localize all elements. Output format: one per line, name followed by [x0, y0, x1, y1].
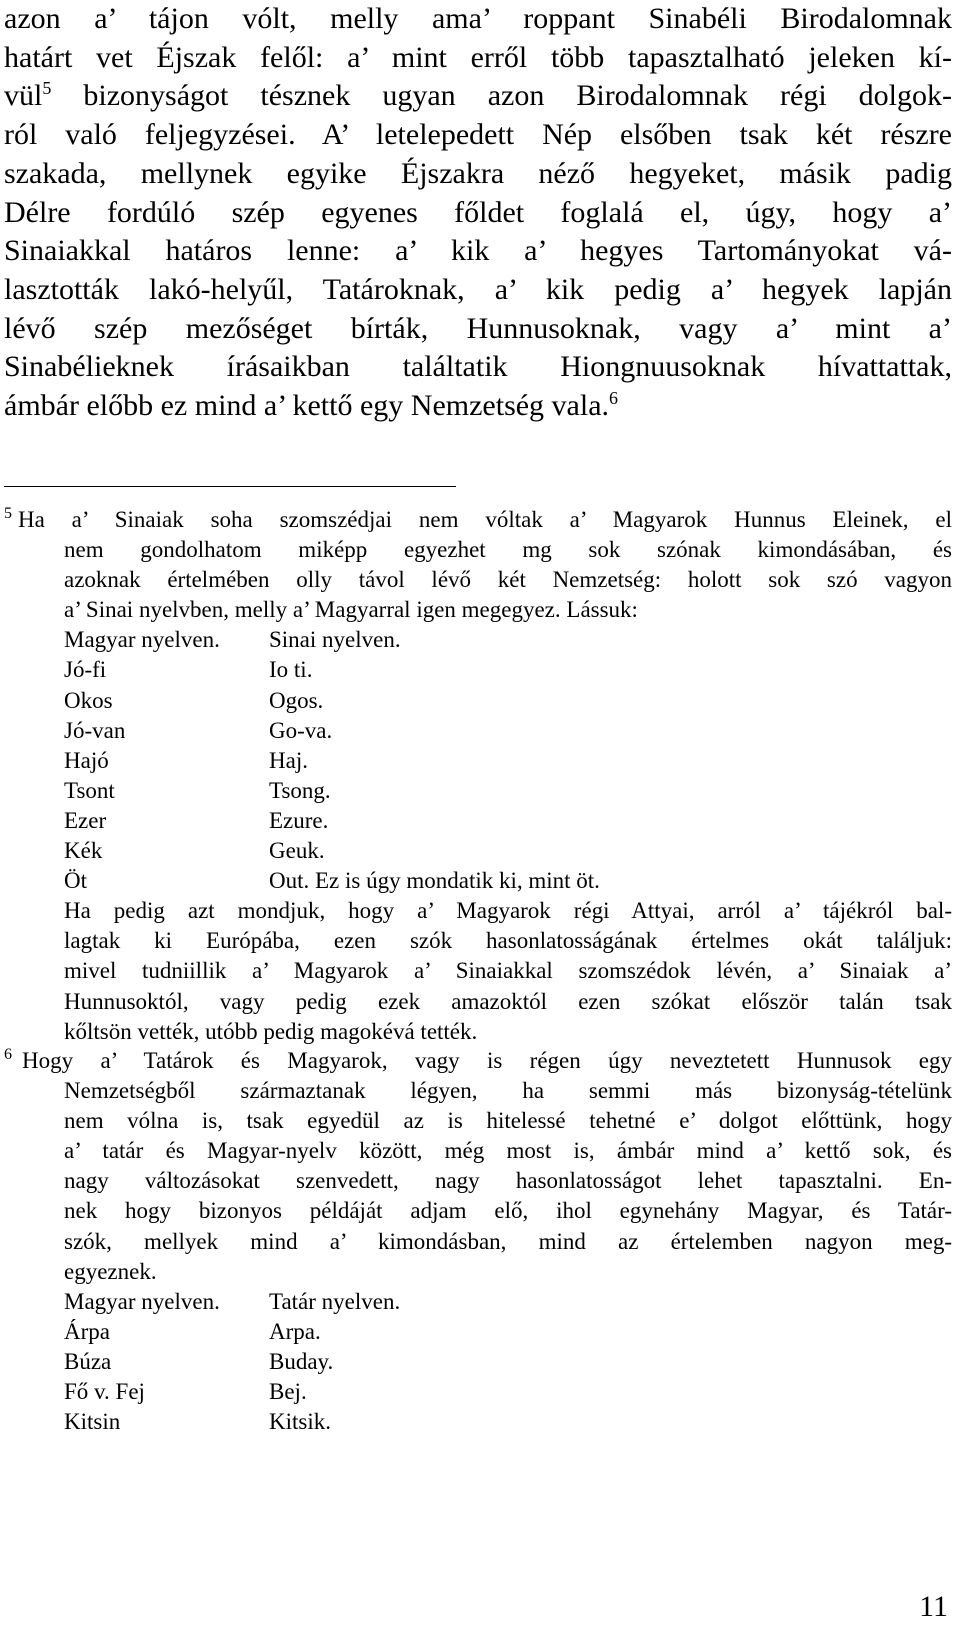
table-cell: Geuk. — [269, 838, 325, 864]
table-cell: Kitsik. — [269, 1409, 331, 1435]
table-cell: Árpa — [64, 1318, 110, 1344]
table-row — [64, 746, 952, 776]
table-cell: Hajó — [64, 747, 109, 773]
table-header-row — [64, 1287, 952, 1317]
footnote-line: nem gondolhatom miképp egyezhet mg sok szónak kimondásában, és — [64, 537, 952, 563]
table-row — [64, 1407, 952, 1437]
column-header: Magyar nyelven. — [64, 1288, 220, 1314]
text-fragment: vül — [4, 79, 43, 113]
table-cell: Okos — [64, 687, 113, 713]
table-cell: Tsong. — [269, 777, 331, 803]
footnote-line: szók, mellyek mind a’ kimondásban, mind az értelemben nagyon meg- — [64, 1228, 952, 1254]
footnote-line: mivel tudniillik a’ Magyarok a’ Sinaiakkal szomszédok lévén, a’ Sinaiak a’ — [64, 958, 952, 984]
text-line — [4, 387, 952, 426]
table-cell: Fő v. Fej — [64, 1379, 145, 1405]
footnote-number: 6 — [4, 1046, 12, 1063]
table-header-row — [64, 625, 952, 655]
column-header: Magyar nyelven. — [64, 627, 220, 653]
table-cell: Ogos. — [269, 687, 324, 713]
table-row — [64, 1317, 952, 1347]
footnote-body — [18, 505, 952, 625]
table-row — [64, 776, 952, 806]
footnote-ref-5[interactable]: 5 — [42, 78, 52, 99]
table-row — [64, 1347, 952, 1377]
table-cell: Go-va. — [269, 717, 333, 743]
table-cell: Kitsin — [64, 1409, 121, 1435]
text-fragment: bizonyságot tésznek ugyan azon Birodalomnak régi dolgok- — [83, 79, 953, 113]
footnote-ref-6[interactable]: 6 — [609, 388, 619, 409]
footnote-6 — [4, 1046, 952, 1437]
footnote-line: nem vólna is, tsak egyedül az is hitelessé tehetné e’ dolgot előttünk, hogy — [64, 1108, 952, 1134]
footnote-line: nagy változásokat szenvedett, nagy hasonlatosságot lehet tapasztalni. En- — [64, 1168, 952, 1194]
table-row — [64, 836, 952, 866]
text-line: lévő szép mezőséget bírták, Hunnusoknak, vagy a’ mint a’ — [4, 311, 952, 345]
footnote-line: Hogy a’ Tatárok és Magyarok, vagy is régen úgy neveztetett Hunnusok egy — [22, 1048, 952, 1073]
footnote-body — [22, 1046, 952, 1287]
page-number: 11 — [919, 1590, 948, 1623]
text-line: szakada, mellynek egyike Éjszakra néző hegyeket, másik padig — [4, 156, 952, 190]
footnote-line: lagtak ki Európába, ezen szók hasonlatosságának értelmes okát találjuk: — [64, 928, 952, 954]
footnote-line: azoknak értelmében olly távol lévő két Nemzetség: holott sok szó vagyon — [64, 567, 952, 593]
footnote-body-continued — [64, 896, 952, 1046]
text-line: Délre fordúló szép egyenes főldet foglalá el, úgy, hogy a’ — [4, 195, 952, 229]
table-cell: Haj. — [269, 747, 308, 773]
table-row — [64, 686, 952, 716]
footnote-line: egyeznek. — [64, 1258, 157, 1284]
table-row — [64, 1377, 952, 1407]
text-fragment: ámbár előbb ez mind a’ kettő egy Nemzetség vala. — [4, 389, 610, 423]
footnote-separator — [4, 486, 456, 487]
footnote-line: kőltsön vették, utóbb pedig magokévá tették. — [64, 1018, 478, 1044]
word-comparison-table — [64, 625, 952, 896]
table-cell: Búza — [64, 1348, 112, 1374]
text-line: lasztották lakó-helyűl, Tatároknak, a’ kik pedig a’ hegyek lapján — [4, 272, 952, 306]
text-line: határt vet Éjszak felől: a’ mint erről több tapasztalható jeleken kí- — [4, 40, 952, 74]
table-cell: Jó-van — [64, 717, 126, 743]
table-cell: Out. Ez is úgy mondatik ki, mint öt. — [269, 868, 600, 894]
table-cell: Tsont — [64, 777, 115, 803]
text-line: azon a’ tájon vólt, melly ama’ roppant Sinabéli Birodalomnak — [4, 2, 952, 35]
table-cell: Kék — [64, 838, 103, 864]
footnote-line: Nemzetségből származtanak légyen, ha semmi más bizonyság-tételünk — [64, 1078, 952, 1104]
main-text — [4, 0, 952, 426]
table-cell: Öt — [64, 868, 87, 894]
table-cell: Bej. — [269, 1379, 307, 1405]
text-line: Sinabélieknek írásaikban találtatik Hiongnuusoknak hívattattak, — [4, 350, 952, 384]
table-cell: Ezure. — [269, 807, 329, 833]
table-cell: Buday. — [269, 1348, 334, 1374]
text-line: Sinaiakkal határos lenne: a’ kik a’ hegyes Tartományokat vá- — [4, 234, 952, 268]
footnote-line: a’ Sinai nyelvben, melly a’ Magyarral igen megegyez. Lássuk: — [64, 597, 638, 623]
footnote-line: nek hogy bizonyos példáját adjam elő, ihol egynehány Magyar, és Tatár- — [64, 1198, 952, 1224]
footnote-number: 5 — [4, 505, 12, 522]
table-cell: Io ti. — [269, 657, 313, 683]
word-comparison-table — [64, 1287, 952, 1437]
footnote-line: Ha pedig azt mondjuk, hogy a’ Magyarok régi Attyai, arról a’ tájékról bal- — [64, 898, 952, 924]
table-row — [64, 716, 952, 746]
column-header: Sinai nyelven. — [269, 627, 401, 653]
table-row — [64, 655, 952, 685]
table-row — [64, 806, 952, 836]
table-cell: Jó-fi — [64, 657, 107, 683]
column-header: Tatár nyelven. — [269, 1288, 401, 1314]
footnote-line: Hunnusoktól, vagy pedig ezek amazoktól ezen szókat először talán tsak — [64, 988, 952, 1014]
text-line: ról való feljegyzései. A’ letelepedett Nép elsőben tsak két részre — [4, 118, 952, 152]
table-cell: Arpa. — [269, 1318, 321, 1344]
footnote-line: a’ tatár és Magyar-nyelv között, még most is, ámbár mind a’ kettő sok, és — [64, 1138, 952, 1164]
text-line — [4, 77, 952, 116]
table-row — [64, 866, 952, 896]
footnote-5 — [4, 505, 952, 1047]
table-cell: Ezer — [64, 807, 107, 833]
footnote-line: Ha a’ Sinaiak soha szomszédjai nem vóltak a’ Magyarok Hunnus Eleinek, el — [18, 507, 952, 532]
